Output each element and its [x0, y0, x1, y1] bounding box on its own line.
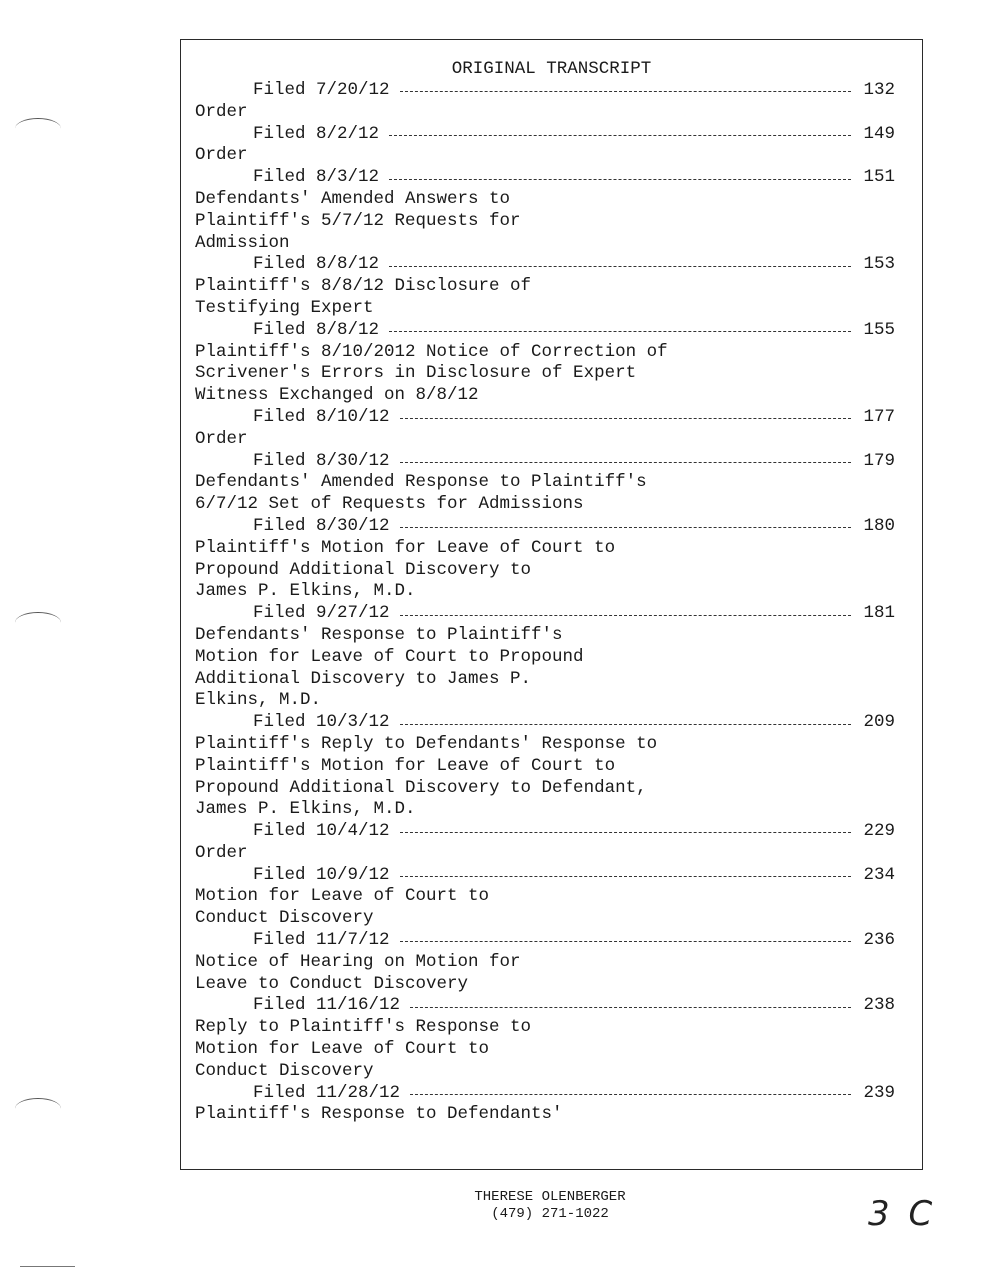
dot-leader — [389, 266, 851, 267]
entry-title-line: Motion for Leave of Court to Propound — [195, 646, 584, 667]
entry-title-line: 6/7/12 Set of Requests for Admissions — [195, 494, 584, 515]
filed-row — [195, 80, 895, 102]
dot-leader — [410, 1007, 851, 1008]
transcript-frame — [180, 39, 923, 1170]
entry-title-line: Testifying Expert — [195, 297, 374, 318]
page-number: 179 — [863, 450, 895, 471]
filed-row — [195, 407, 895, 429]
entry-title-line: Scrivener's Errors in Disclosure of Expert — [195, 363, 637, 384]
scan-edge-line — [20, 1266, 75, 1267]
index-entries — [195, 80, 895, 1126]
entry-title-line: Propound Additional Discovery to Defendant, — [195, 777, 647, 798]
page-number: 132 — [863, 80, 895, 100]
dot-leader — [389, 135, 851, 136]
filed-row — [195, 865, 895, 887]
dot-leader — [400, 91, 851, 92]
punch-hole-mark-middle — [15, 612, 61, 633]
page-number: 151 — [863, 167, 895, 188]
page-number: 180 — [863, 515, 895, 536]
page-title: ORIGINAL TRANSCRIPT — [451, 59, 652, 79]
entry-title-line: Plaintiff's Motion for Leave of Court to — [195, 537, 616, 558]
filed-date: Filed 10/3/12 — [253, 712, 390, 733]
entry-title-line: Motion for Leave of Court to — [195, 886, 490, 907]
page-number: 149 — [863, 123, 895, 144]
filed-date: Filed 11/16/12 — [253, 995, 401, 1016]
entry-title-line: Plaintiff's Motion for Leave of Court to — [195, 755, 616, 776]
filed-date: Filed 8/8/12 — [253, 254, 380, 275]
filed-row — [195, 995, 895, 1017]
page-number: 177 — [863, 406, 895, 427]
entry-title-line: Defendants' Amended Answers to — [195, 188, 511, 209]
handwritten-page-number: 3 C — [868, 1194, 937, 1234]
page-number: 234 — [863, 864, 895, 885]
dot-leader — [410, 1094, 851, 1095]
entry-title-line: Defendants' Amended Response to Plaintiff's — [195, 472, 647, 493]
filed-date: Filed 11/28/12 — [253, 1082, 401, 1103]
entry-title-line: Defendants' Response to Plaintiff's — [195, 624, 563, 645]
entry-title-line: Propound Additional Discovery to — [195, 559, 532, 580]
entry-title-line: Admission — [195, 232, 290, 253]
dot-leader — [400, 462, 851, 463]
entry-title-line: Witness Exchanged on 8/8/12 — [195, 385, 479, 406]
filed-row — [195, 1083, 895, 1105]
page-number: 229 — [863, 821, 895, 842]
entry-title-line: Leave to Conduct Discovery — [195, 973, 469, 994]
filed-row — [195, 603, 895, 625]
entry-title-line: Order — [195, 145, 248, 166]
dot-leader — [400, 615, 851, 616]
filed-row — [195, 451, 895, 473]
page-number: 153 — [863, 254, 895, 275]
filed-date: Filed 8/2/12 — [253, 123, 380, 144]
entry-title-line: James P. Elkins, M.D. — [195, 799, 416, 820]
reporter-phone: (479) 271-1022 — [491, 1206, 609, 1222]
entry-title-line: Notice of Hearing on Motion for — [195, 951, 521, 972]
page-number: 155 — [863, 319, 895, 340]
dot-leader — [389, 179, 851, 180]
entry-title-line: Order — [195, 101, 248, 122]
entry-title-line: Plaintiff's 5/7/12 Requests for — [195, 210, 521, 231]
dot-leader — [400, 418, 851, 419]
filed-row — [195, 320, 895, 342]
dot-leader — [400, 832, 851, 833]
entry-title-line: Additional Discovery to James P. — [195, 668, 532, 689]
punch-hole-mark-top — [15, 118, 61, 139]
dot-leader — [400, 527, 851, 528]
entry-title-line: Elkins, M.D. — [195, 690, 322, 711]
filed-date: Filed 8/3/12 — [253, 167, 380, 188]
filed-date: Filed 10/9/12 — [253, 864, 390, 885]
punch-hole-mark-bottom — [15, 1098, 61, 1119]
entry-title-line: Conduct Discovery — [195, 1060, 374, 1081]
filed-date: Filed 7/20/12 — [253, 80, 390, 100]
reporter-name: THERESE OLENBERGER — [474, 1189, 626, 1205]
filed-date: Filed 8/10/12 — [253, 406, 390, 427]
entry-title-line: Plaintiff's Reply to Defendants' Response to — [195, 733, 658, 754]
filed-row — [195, 254, 895, 276]
dot-leader — [389, 331, 851, 332]
entry-title-line: James P. Elkins, M.D. — [195, 581, 416, 602]
filed-row — [195, 516, 895, 538]
filed-row — [195, 124, 895, 146]
entry-title-line: Motion for Leave of Court to — [195, 1039, 490, 1060]
filed-date: Filed 8/30/12 — [253, 515, 390, 536]
page-number: 238 — [863, 995, 895, 1016]
filed-date: Filed 10/4/12 — [253, 821, 390, 842]
filed-row — [195, 821, 895, 843]
page-number: 236 — [863, 930, 895, 951]
dot-leader — [400, 724, 851, 725]
filed-date: Filed 11/7/12 — [253, 930, 390, 951]
entry-title-line: Plaintiff's 8/8/12 Disclosure of — [195, 276, 532, 297]
entry-title-line: Plaintiff's 8/10/2012 Notice of Correction of — [195, 341, 668, 362]
page-number: 209 — [863, 712, 895, 733]
entry-title-line: Plaintiff's Response to Defendants' — [195, 1104, 563, 1125]
reporter-footer — [0, 1189, 990, 1223]
filed-date: Filed 8/8/12 — [253, 319, 380, 340]
page-number: 239 — [863, 1082, 895, 1103]
filed-date: Filed 9/27/12 — [253, 603, 390, 624]
entry-title-line: Conduct Discovery — [195, 908, 374, 929]
page-number: 181 — [863, 603, 895, 624]
filed-date: Filed 8/30/12 — [253, 450, 390, 471]
entry-title-line: Order — [195, 842, 248, 863]
dot-leader — [400, 876, 851, 877]
filed-row — [195, 167, 895, 189]
filed-row — [195, 712, 895, 734]
filed-row — [195, 930, 895, 952]
entry-title-line: Order — [195, 428, 248, 449]
dot-leader — [400, 941, 851, 942]
entry-title-line: Reply to Plaintiff's Response to — [195, 1017, 532, 1038]
